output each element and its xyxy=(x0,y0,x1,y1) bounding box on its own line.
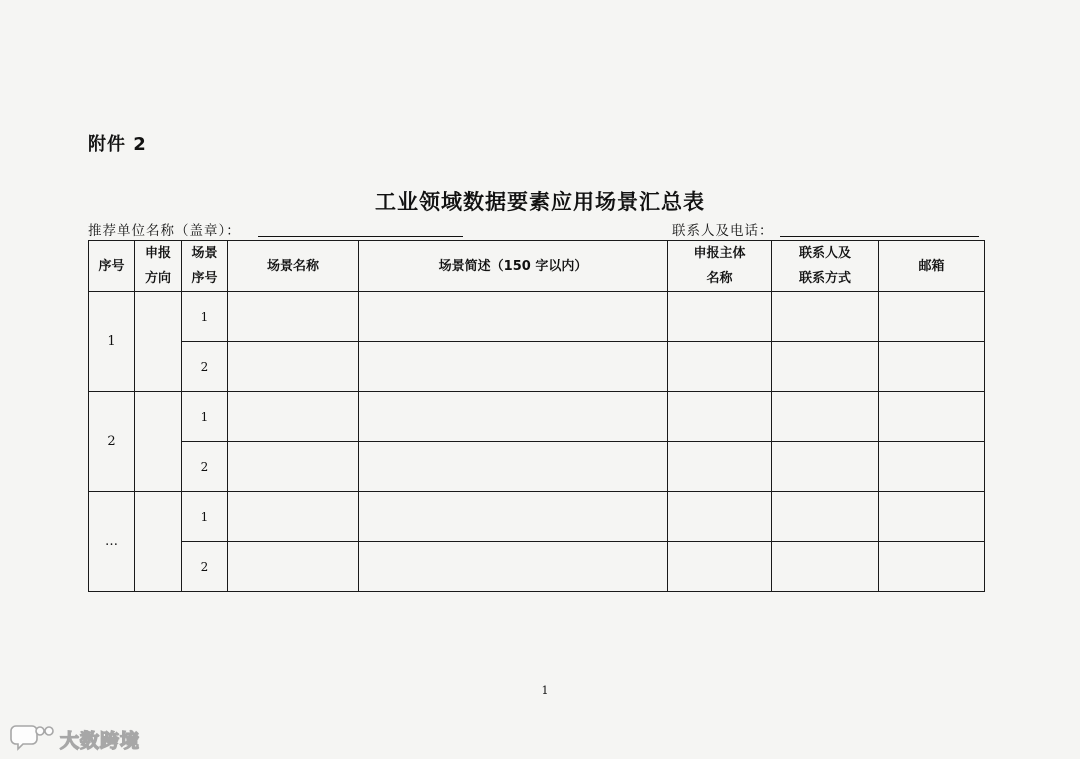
scene-description-cell[interactable] xyxy=(359,442,668,492)
applicant-name-cell[interactable] xyxy=(668,542,772,592)
applicant-name-cell[interactable] xyxy=(668,492,772,542)
scene-name-cell[interactable] xyxy=(228,492,359,542)
attachment-label: 附件 2 xyxy=(88,134,147,155)
scene-name-cell[interactable] xyxy=(228,392,359,442)
recommender-blank-line xyxy=(258,236,463,237)
table-row xyxy=(89,442,985,492)
watermark xyxy=(10,722,140,756)
speech-bubble-logo-icon xyxy=(10,722,54,756)
scene-number-cell: 2 xyxy=(182,342,228,392)
contact-cell[interactable] xyxy=(772,392,879,442)
scene-description-cell[interactable] xyxy=(359,392,668,442)
contact-cell[interactable] xyxy=(772,492,879,542)
scene-number-cell: 1 xyxy=(182,292,228,342)
table-row xyxy=(89,492,985,542)
contact-blank-line xyxy=(780,236,979,237)
scene-description-cell[interactable] xyxy=(359,342,668,392)
scene-name-cell[interactable] xyxy=(228,342,359,392)
email-cell[interactable] xyxy=(879,292,985,342)
scene-description-cell[interactable] xyxy=(359,292,668,342)
summary-table xyxy=(88,240,985,592)
header-direction: 申报 方向 xyxy=(135,241,182,292)
page-title: 工业领域数据要素应用场景汇总表 xyxy=(375,189,705,214)
scene-name-cell[interactable] xyxy=(228,542,359,592)
recommender-label: 推荐单位名称（盖章）： xyxy=(88,223,241,239)
contact-cell[interactable] xyxy=(772,342,879,392)
header-email: 邮箱 xyxy=(879,241,985,292)
page-number: 1 xyxy=(541,684,549,697)
direction-cell[interactable] xyxy=(135,292,182,392)
scene-number-cell: 2 xyxy=(182,442,228,492)
applicant-name-cell[interactable] xyxy=(668,342,772,392)
applicant-name-cell[interactable] xyxy=(668,442,772,492)
header-applicant-name: 申报主体 名称 xyxy=(668,241,772,292)
direction-cell[interactable] xyxy=(135,392,182,492)
scene-name-cell[interactable] xyxy=(228,442,359,492)
email-cell[interactable] xyxy=(879,492,985,542)
group-index-cell: … xyxy=(89,492,135,592)
scene-number-cell: 1 xyxy=(182,392,228,442)
direction-cell[interactable] xyxy=(135,492,182,592)
table-row xyxy=(89,342,985,392)
scene-description-cell[interactable] xyxy=(359,492,668,542)
header-index: 序号 xyxy=(89,241,135,292)
scene-name-cell[interactable] xyxy=(228,292,359,342)
header-scene-name: 场景名称 xyxy=(228,241,359,292)
scene-number-cell: 2 xyxy=(182,542,228,592)
table-header-row xyxy=(89,241,985,292)
contact-cell[interactable] xyxy=(772,292,879,342)
header-scene-description: 场景简述（150 字以内） xyxy=(359,241,668,292)
email-cell[interactable] xyxy=(879,392,985,442)
contact-cell[interactable] xyxy=(772,542,879,592)
contact-label: 联系人及电话： xyxy=(672,223,774,239)
header-contact: 联系人及 联系方式 xyxy=(772,241,879,292)
scene-number-cell: 1 xyxy=(182,492,228,542)
table-row xyxy=(89,292,985,342)
table-row xyxy=(89,392,985,442)
group-index-cell: 2 xyxy=(89,392,135,492)
scene-description-cell[interactable] xyxy=(359,542,668,592)
email-cell[interactable] xyxy=(879,442,985,492)
watermark-text: 大数跨境 xyxy=(60,729,141,752)
header-scene-number: 场景 序号 xyxy=(182,241,228,292)
email-cell[interactable] xyxy=(879,342,985,392)
table-row xyxy=(89,542,985,592)
email-cell[interactable] xyxy=(879,542,985,592)
applicant-name-cell[interactable] xyxy=(668,292,772,342)
contact-cell[interactable] xyxy=(772,442,879,492)
applicant-name-cell[interactable] xyxy=(668,392,772,442)
group-index-cell: 1 xyxy=(89,292,135,392)
